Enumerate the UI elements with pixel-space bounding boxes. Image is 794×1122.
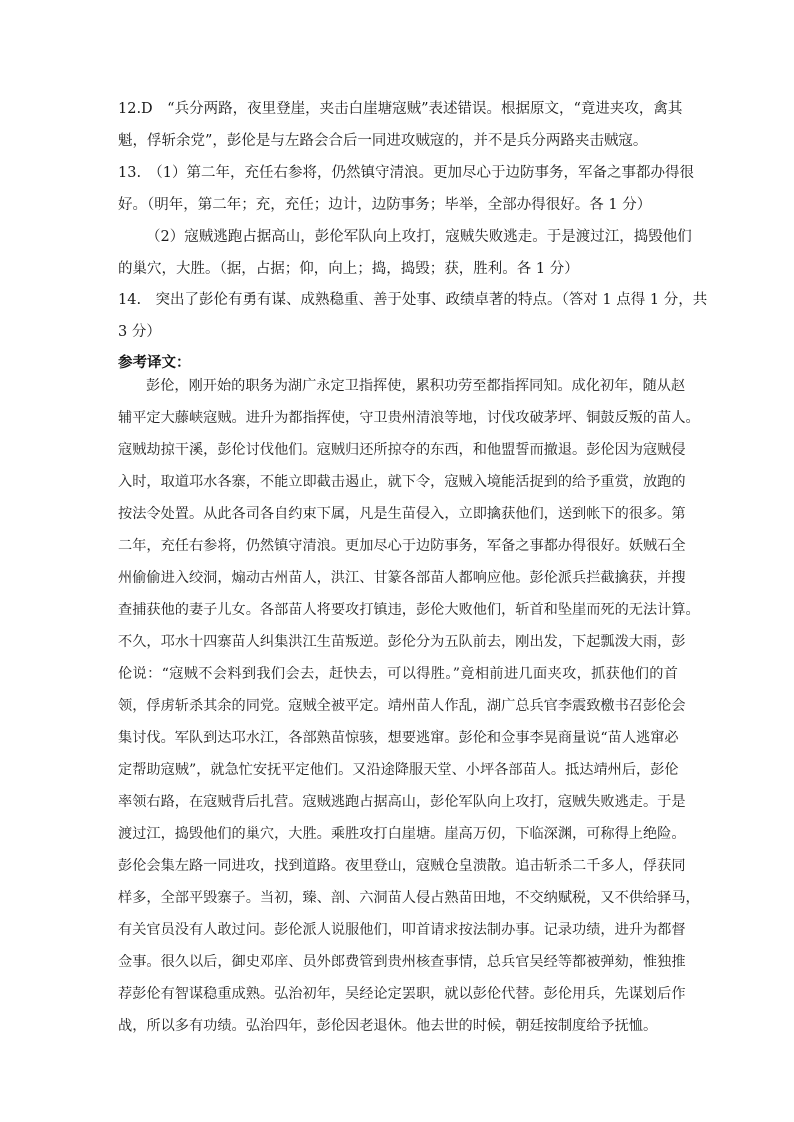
answer-12-line-2: 魁，俘斩余党”，彭伦是与左路会合后一同进攻贼寇的，并不是兵分两路夹击贼寇。 xyxy=(118,133,648,149)
translation-line: 率领右路，在寇贼背后扎营。寇贼逃跑占据高山，彭伦军队向上攻打，寇贼失败逃走。于是 xyxy=(118,794,686,810)
translation-line: 渡过江，捣毁他们的巢穴，大胜。乘胜攻打白崖塘。崖高万仞，下临深渊，可称得上绝险。 xyxy=(118,826,686,842)
translation-line: 领，俘虏斩杀其余的同党。寇贼全被平定。靖州苗人作乱，湖广总兵官李震致檄书召彭伦会 xyxy=(118,698,686,714)
answer-13-line-3: （2）寇贼逃跑占据高山，彭伦军队向上攻打，寇贼失败逃走。于是渡过江，捣毁他们 xyxy=(146,229,692,245)
translation-line: 州偷偷进入绞洞，煽动古州苗人，洪江、甘篆各部苗人都响应他。彭伦派兵拦截擒获，并搜 xyxy=(118,570,686,586)
translation-line: 定帮助寇贼”，就急忙安抚平定他们。又沿途降服天堂、小坪各部苗人。抵达靖州后，彭伦 xyxy=(118,762,679,778)
answer-13-line-4: 的巢穴，大胜。（据，占据；仰，向上；捣，捣毁；获，胜利。各 1 分） xyxy=(118,261,579,277)
answer-12-line-1: 12.D “兵分两路，夜里登崖，夹击白崖塘寇贼”表述错误。根据原文，“竟进夹攻，禽其 xyxy=(118,101,683,117)
translation-line: 入时，取道邛水各寨，不能立即截击遏止，就下令，寇贼入境能活捉到的给予重赏，放跑的 xyxy=(118,474,686,490)
translation-line: 集讨伐。军队到达邛水江，各部熟苗惊骇，想要逃窜。彭伦和佥事李晃商量说“苗人逃窜必 xyxy=(118,730,679,746)
translation-line: 佥事。很久以后，御史邓庠、员外郎费管到贵州核查事情，总兵官吴经等都被弹劾，惟独推 xyxy=(118,954,686,970)
translation-line: 有关官员没有人敢过问。彭伦派人说服他们，叩首请求按法制办事。记录功绩，进升为都督 xyxy=(118,922,686,938)
translation-heading: 参考译文： xyxy=(118,355,191,371)
translation-line: 荐彭伦有智谋稳重成熟。弘治初年，吴经论定罢职，就以彭伦代替。彭伦用兵，先谋划后作 xyxy=(118,986,686,1002)
answer-14-line-2: 3 分） xyxy=(118,324,161,340)
answer-14-line-1: 14. 突出了彭伦有勇有谋、成熟稳重、善于处事、政绩卓著的特点。（答对 1 点得 1 分，共 xyxy=(118,292,708,308)
translation-line: 彭伦会集左路一同进攻，找到道路。夜里登山，寇贼仓皇溃散。追击斩杀二千多人，俘获同 xyxy=(118,858,686,874)
translation-line: 彭伦，刚开始的职务为湖广永定卫指挥使，累积功劳至都指挥同知。成化初年，随从赵 xyxy=(146,378,686,394)
translation-line: 查捕获他的妻子儿女。各部苗人将要攻打镇违，彭伦大败他们，斩首和坠崖而死的无法计算。 xyxy=(118,602,700,618)
answer-13-line-2: 好。（明年，第二年；充，充任；边计，边防事务；毕举，全部办得很好。各 1 分） xyxy=(118,197,652,213)
translation-line: 按法令处置。从此各司各自约束下属，凡是生苗侵入，立即擒获他们，送到帐下的很多。第 xyxy=(118,506,686,522)
translation-line: 辅平定大藤峡寇贼。进升为都指挥使，守卫贵州清浪等地，讨伐攻破茅坪、铜鼓反叛的苗人。 xyxy=(118,410,700,426)
translation-line: 伦说：“寇贼不会料到我们会去，赶快去，可以得胜。”竟相前进几面夹攻，抓获他们的首 xyxy=(118,666,678,682)
translation-line: 寇贼劫掠干溪，彭伦讨伐他们。寇贼归还所掠夺的东西，和他盟誓而撤退。彭伦因为寇贼侵 xyxy=(118,442,686,458)
translation-line: 战，所以多有功绩。弘治四年，彭伦因老退休。他去世的时候，朝廷按制度给予抚恤。 xyxy=(118,1018,658,1034)
translation-line: 二年，充任右参将，仍然镇守清浪。更加尽心于边防事务，军备之事都办得很好。妖贼石全 xyxy=(118,538,686,554)
answer-13-line-1: 13. （1）第二年，充任右参将，仍然镇守清浪。更加尽心于边防事务，军备之事都办得很 xyxy=(118,165,695,181)
translation-line: 不久，邛水十四寨苗人纠集洪江生苗叛逆。彭伦分为五队前去，刚出发，下起瓢泼大雨，彭 xyxy=(118,634,686,650)
translation-line: 样多，全部平毁寨子。当初，臻、剖、六洞苗人侵占熟苗田地，不交纳赋税，又不供给驿马， xyxy=(118,890,700,906)
